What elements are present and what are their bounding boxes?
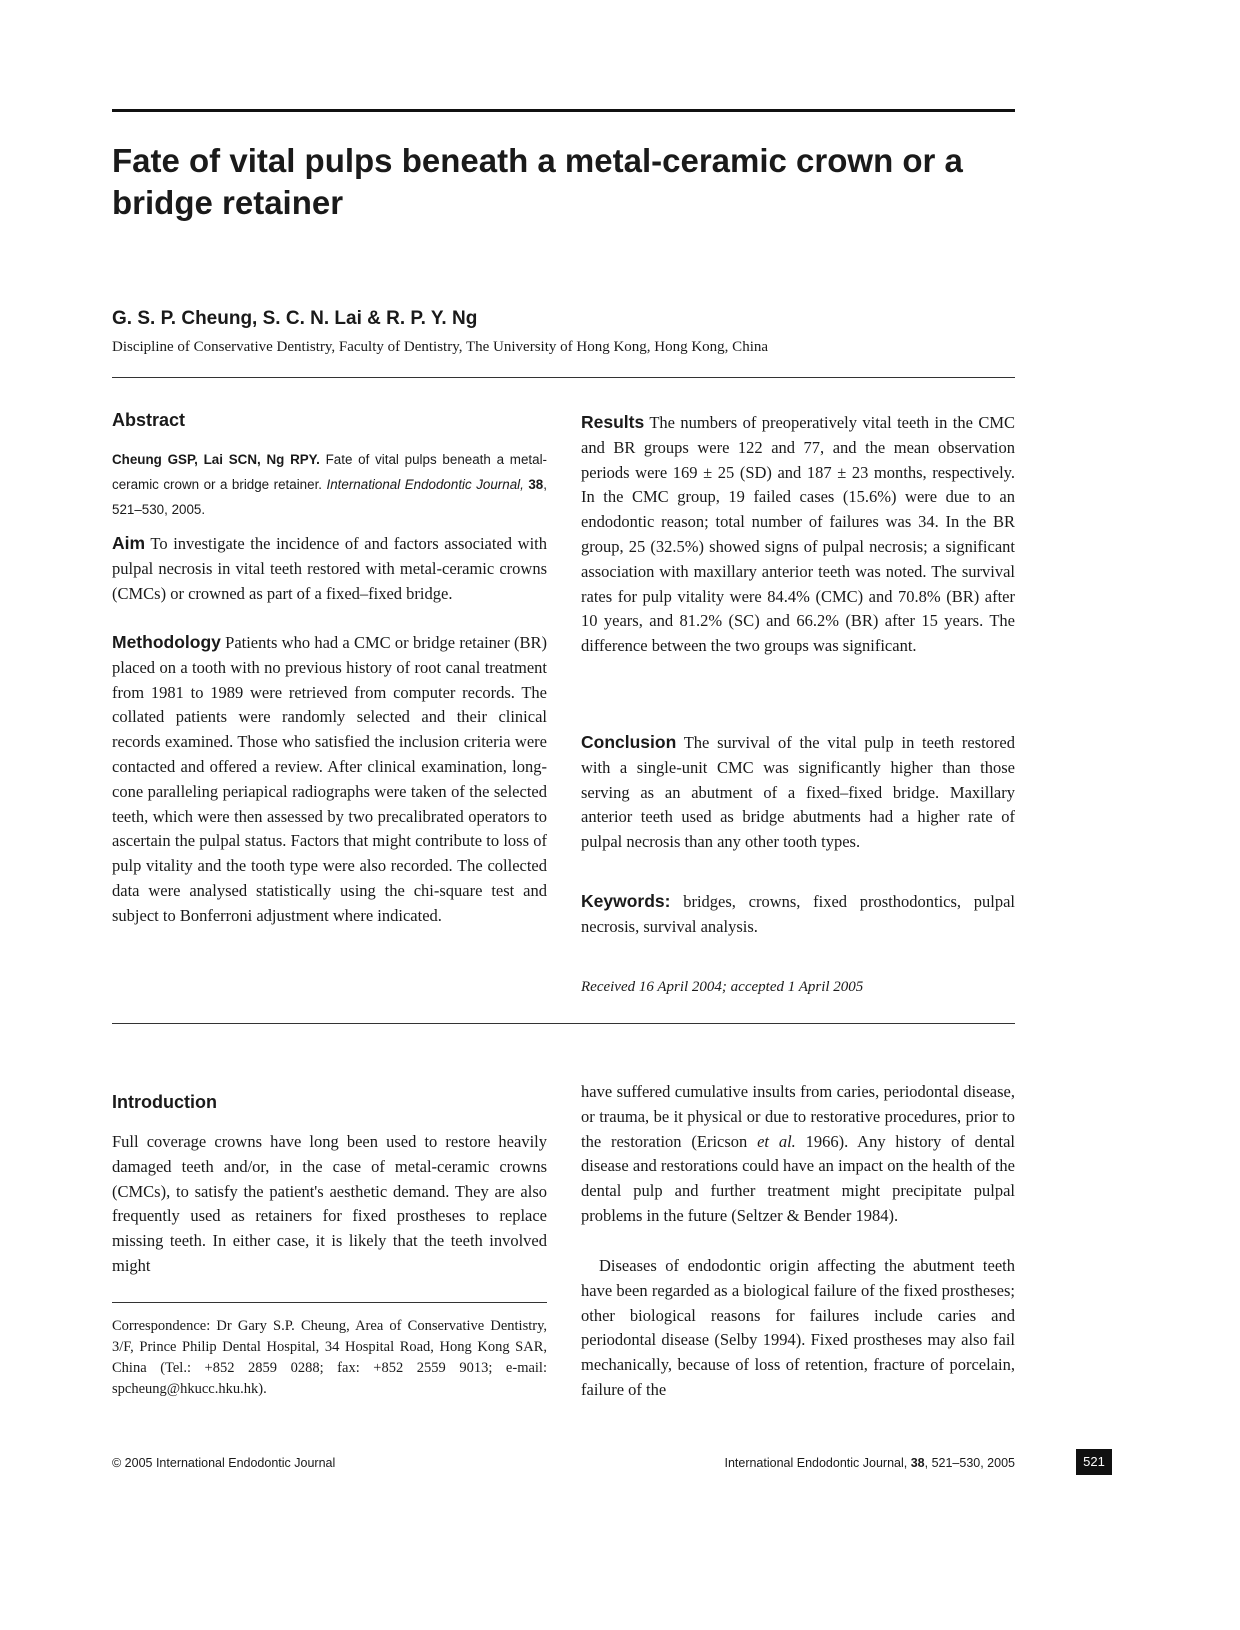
intro-text-a: have suffered cumulative insults from caries, periodontal disease, or trauma, be it physical or due to restorative procedures, prior to the restoration (Ericson: [581, 1082, 1015, 1151]
footer-copyright: © 2005 International Endodontic Journal: [112, 1456, 336, 1470]
abstract-citation: [112, 447, 547, 522]
conclusion-label: Conclusion: [581, 732, 677, 752]
citation-title: Fate of vital pulps beneath a metal-ceramic crown or a bridge retainer.: [112, 452, 547, 492]
article-title: Fate of vital pulps beneath a metal-ceramic crown or a bridge retainer: [112, 142, 963, 221]
abstract-conclusion: [581, 730, 1015, 855]
aim-text: To investigate the incidence of and factors associated with pulpal necrosis in vital teeth restored with metal-ceramic crowns (CMCs) or crowned as part of a fixed–fixed bridge.: [112, 534, 548, 603]
received-dates: Received 16 April 2004; accepted 1 April 2005: [581, 979, 864, 995]
citation-pages: , 521–530, 2005.: [112, 477, 547, 517]
results-text: The numbers of preoperatively vital teeth in the CMC and BR groups were 122 and 77, and the mean observation periods were 169 ± 25 (SD) and 187 ± 23 months, respectively. In the CMC group, 19 failed cases (15.6%) were due to an endodontic reason; total number of failures was 34. In the BR group, 25 (32.5%) showed signs of pulpal necrosis; a significant association with maxillary anterior teeth was noted. The survival rates for pulp vitality were 84.4% (CMC) and 70.8% (BR) after 10 years, and 81.2% (SC) and 66.2% (BR) after 15 years. The difference between the two groups was significant.: [581, 413, 1015, 656]
methodology-label: Methodology: [112, 632, 221, 652]
abstract-methodology: [112, 630, 547, 929]
author-affiliation: Discipline of Conservative Dentistry, Faculty of Dentistry, The University of Hong Kong, Hong Kong, China: [112, 339, 769, 355]
introduction-paragraph-1-continued: [581, 1080, 1015, 1229]
keywords-label: Keywords:: [581, 891, 671, 911]
footer-journal-citation: [706, 1456, 1015, 1470]
abstract-top-rule: [112, 377, 1015, 378]
page-number: 521: [1076, 1449, 1112, 1475]
footer-volume: 38: [910, 1456, 925, 1470]
intro-et-al: et al.: [757, 1131, 796, 1151]
footnote-rule: [112, 1302, 547, 1303]
introduction-paragraph-1: Full coverage crowns have long been used to restore heavily damaged teeth and/or, in the case of metal-ceramic crowns (CMCs), to satisfy the patient's aesthetic demand. They are also frequently used as retainers for fixed prostheses to replace missing teeth. In either case, it is likely that the teeth involved might: [112, 1132, 547, 1275]
article-authors: G. S. P. Cheung, S. C. N. Lai & R. P. Y. Ng: [112, 308, 478, 329]
citation-volume: 38: [528, 477, 544, 492]
correspondence-footnote: Correspondence: Dr Gary S.P. Cheung, Area of Conservative Dentistry, 3/F, Prince Philip Dental Hospital, 34 Hospital Road, Hong Kong SAR, China (Tel.: +852 2859 0288; fax: +852 2559 9013; e-mail: spcheung@hkucc.hku.hk).: [112, 1318, 547, 1397]
abstract-heading: Abstract: [112, 410, 186, 430]
conclusion-text: The survival of the vital pulp in teeth restored with a single-unit CMC was significantly higher than those serving as an abutment of a fixed–fixed bridge. Maxillary anterior teeth used as bridge abutments had a higher rate of pulpal necrosis than any other tooth types.: [581, 733, 1015, 852]
footer-journal: International Endodontic Journal,: [724, 1456, 911, 1470]
abstract-aim: [112, 531, 547, 606]
header-rule: [112, 109, 1015, 112]
citation-authors: Cheung GSP, Lai SCN, Ng RPY.: [112, 452, 320, 467]
citation-journal: International Endodontic Journal,: [326, 477, 524, 492]
aim-label: Aim: [112, 533, 146, 553]
abstract-results: [581, 410, 1015, 659]
keywords-text: bridges, crowns, fixed prosthodontics, pulpal necrosis, survival analysis.: [581, 892, 1016, 936]
results-label: Results: [581, 412, 645, 432]
intro-text-b: 1966). Any history of dental disease and restorations could have an impact on the health of the dental pulp and further treatment might precipitate pulpal problems in the future (Seltzer & Bender 1984).: [581, 1131, 1015, 1225]
abstract-keywords: [581, 889, 1015, 940]
footer-pages: , 521–530, 2005: [924, 1456, 1015, 1470]
methodology-text: Patients who had a CMC or bridge retainer (BR) placed on a tooth with no previous history of root canal treatment from 1981 to 1989 were retrieved from computer records. The collated patients were randomly selected and their clinical records examined. Those who satisfied the inclusion criteria were contacted and offered a review. After clinical examination, long-cone paralleling periapical radiographs were taken of the selected teeth, which were then assessed by two precalibrated operators to ascertain the pulpal status. Factors that might contribute to loss of pulp vitality and the tooth type were also recorded. The collected data were analysed statistically using the chi-square test and subject to Bonferroni adjustment where indicated.: [112, 633, 547, 925]
abstract-bottom-rule: [112, 1023, 1015, 1024]
introduction-heading: Introduction: [112, 1092, 217, 1112]
introduction-paragraph-2: Diseases of endodontic origin affecting the abutment teeth have been regarded as a biological failure of the fixed prostheses; other biological reasons for failures include caries and periodontal disease (Selby 1994). Fixed prostheses may also fail mechanically, because of loss of retention, fracture of porcelain, failure of the: [581, 1256, 1015, 1399]
